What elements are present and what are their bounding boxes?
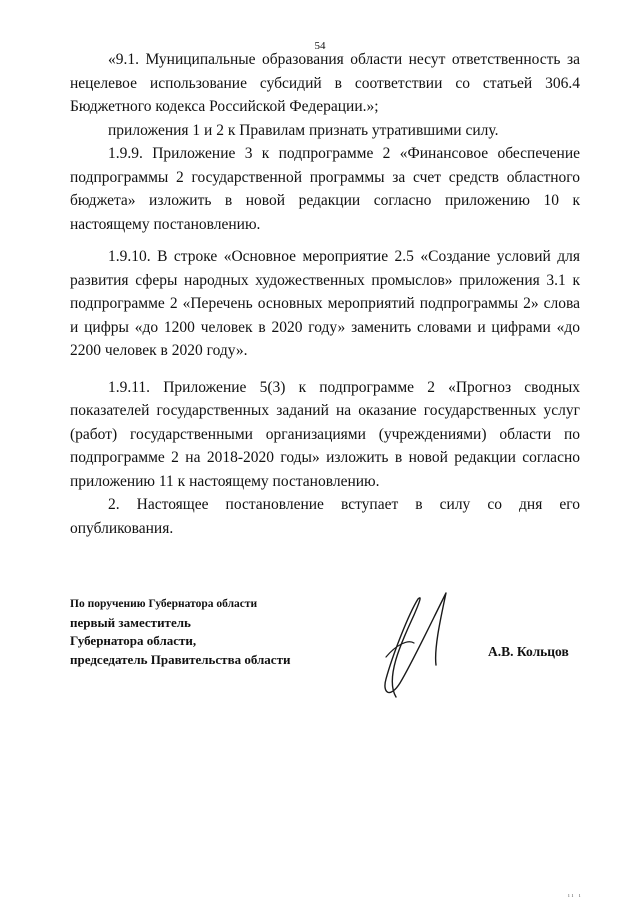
paragraph-1-9-9: 1.9.9. Приложение 3 к подпрограмме 2 «Финансовое обеспечение подпрограммы 2 государственной программы за счет средств областного бюджета» изложить в новой редакции согласно приложению 10 к настоящему постановлению. — [70, 145, 580, 233]
signatory-line-2: первый заместитель — [70, 614, 191, 630]
paragraph-appendix-annul: приложения 1 и 2 к Правилам признать утратившими силу. — [108, 121, 499, 139]
signatory-line-3: Губернатора области, — [70, 633, 197, 648]
document-body — [70, 48, 580, 540]
handwritten-signature — [356, 587, 466, 707]
paragraph-9-1: «9.1. Муниципальные образования области несут ответственность за нецелевое использование субсидий в соответствии со статьей 306.4 Бюджетного кодекса Российской Федерации.»; — [70, 51, 580, 115]
paragraph-1-9-11: 1.9.11. Приложение 5(3) к подпрограмме 2 «Прогноз сводных показателей государственных заданий на оказание государственных услуг (работ) государственными организациями (учреждениями) области по подпрограмме 2 на 2018-2020 годы» изложить в новой редакции согласно приложению 11 к настоящему постановлению. — [70, 378, 580, 490]
paragraph-1-9-10: 1.9.10. В строке «Основное мероприятие 2.5 «Создание условий для развития сферы народных художественных промыслов» приложения 3.1 к подпрограмме 2 «Перечень основных мероприятий подпрограммы 2» слова и цифры «до 1200 человек в 2020 году» заменить словами и цифрами «до 2200 человек в 2020 году». — [70, 248, 580, 359]
signatory-line-1: По поручению Губернатора области — [70, 598, 258, 610]
paragraph-effective-date: 2. Настоящее постановление вступает в силу со дня его опубликования. — [70, 496, 580, 537]
signatory-name: А.В. Кольцов — [488, 644, 569, 659]
signature-block — [70, 595, 585, 715]
page-number: 54 — [314, 40, 326, 52]
signatory-line-4: председатель Правительства области — [70, 651, 291, 667]
footer-mark: ıı ı — [568, 893, 583, 899]
